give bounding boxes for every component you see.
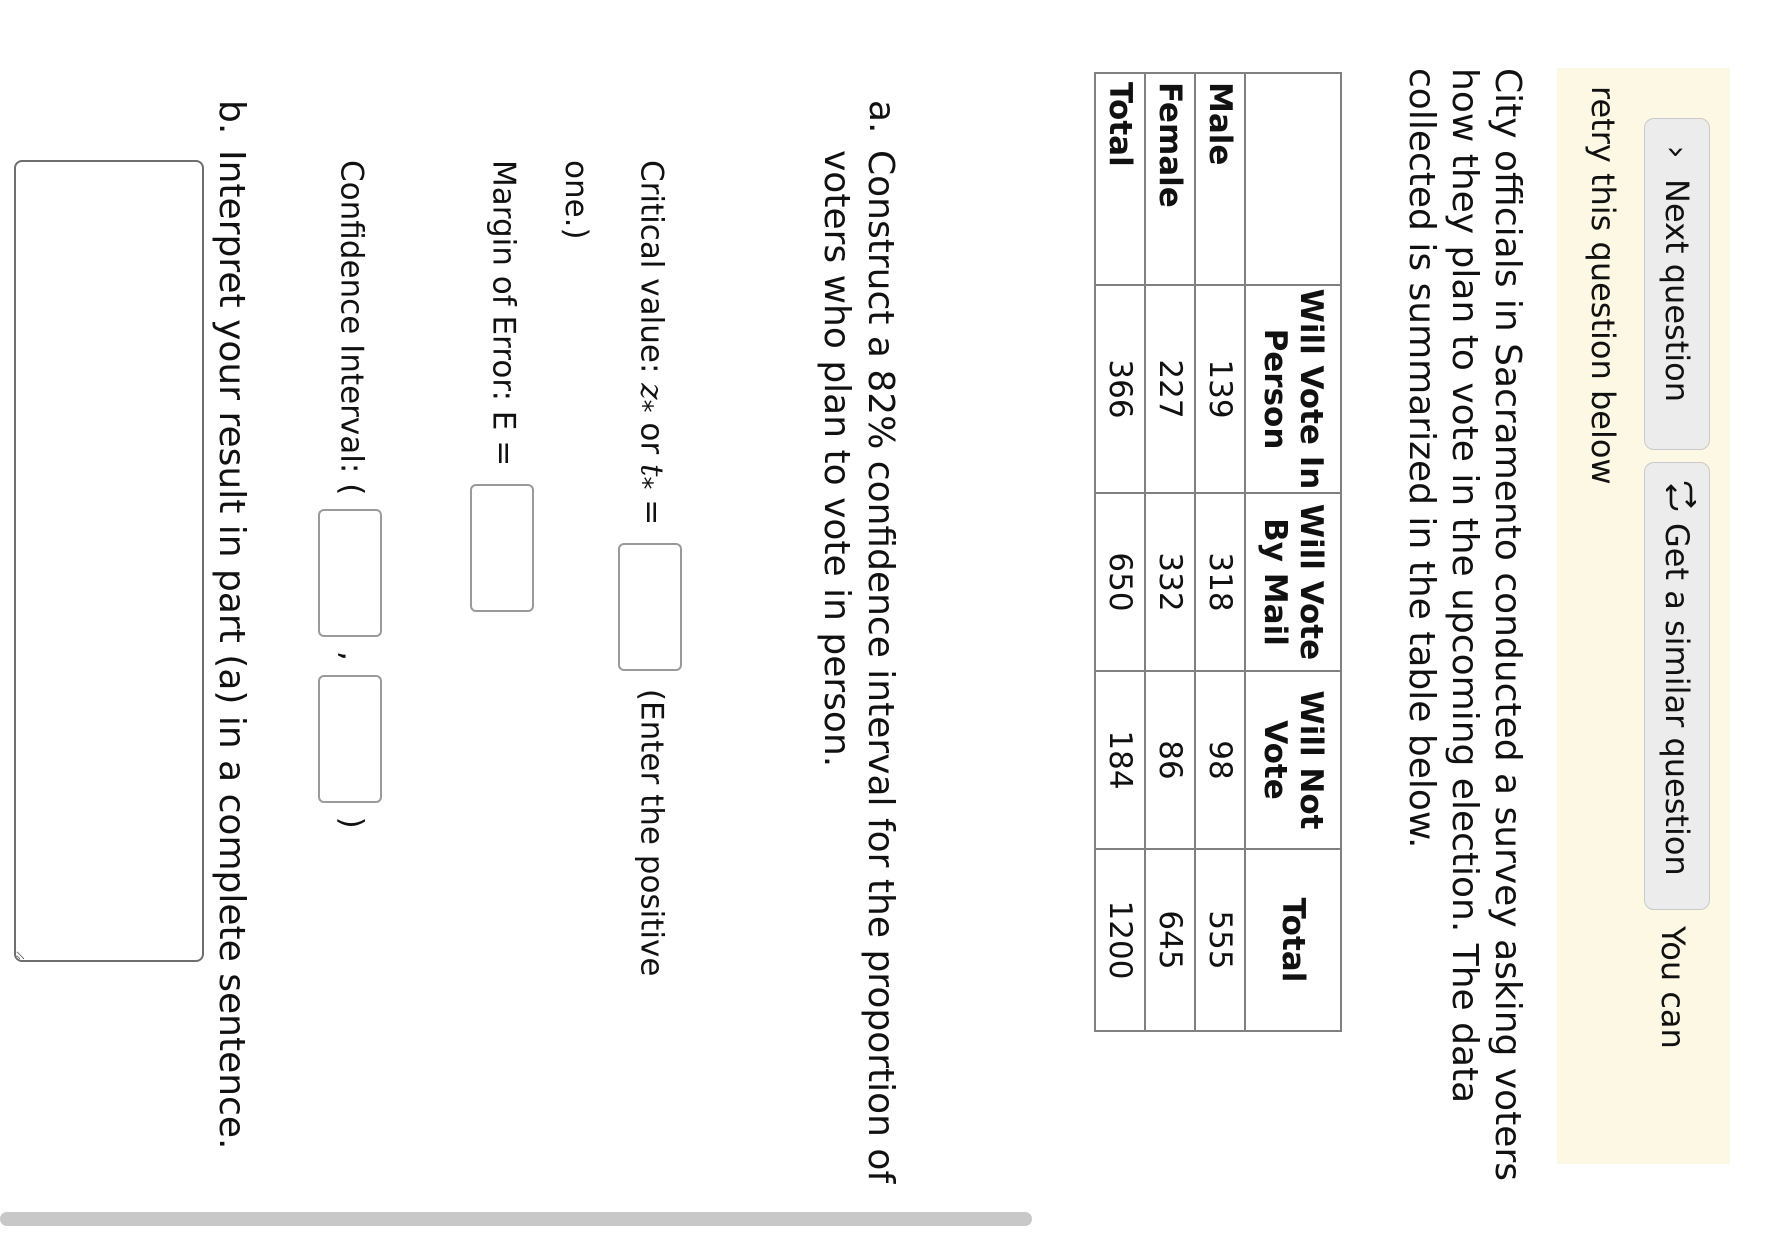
table-header-cell: Will Vote In Person [1245, 285, 1341, 493]
table-cell: 366 [1095, 285, 1145, 493]
row-label: Total [1095, 73, 1145, 285]
interpretation-textarea[interactable] [14, 160, 204, 962]
critical-value-label: Critical value: [633, 160, 670, 374]
survey-table [1094, 72, 1342, 1032]
ci-lower-input[interactable] [318, 509, 382, 637]
similar-question-button[interactable] [1644, 462, 1710, 910]
table-cell: 184 [1095, 671, 1145, 849]
or-text: or [633, 422, 670, 455]
table-header-cell [1245, 73, 1341, 285]
table-cell: 98 [1195, 671, 1245, 849]
chevron-right-icon: › [1658, 145, 1696, 159]
part-b-label: b. [211, 100, 252, 135]
z-star: * [627, 399, 658, 413]
table-row [1095, 73, 1145, 1031]
scrollbar[interactable] [0, 1212, 1032, 1226]
confidence-interval-label: Confidence Interval: [333, 160, 370, 474]
ci-close-paren: ) [333, 816, 370, 829]
table-header-cell: Total [1245, 849, 1341, 1031]
next-question-button[interactable] [1644, 118, 1710, 450]
table-cell: 139 [1195, 285, 1245, 493]
ci-open-paren: ( [333, 483, 370, 496]
ci-comma: , [333, 651, 370, 661]
table-cell: 555 [1195, 849, 1245, 1031]
critical-value-hint: (Enter the positive [633, 688, 670, 977]
row-label: Male [1195, 73, 1245, 285]
critical-value-input[interactable] [618, 543, 682, 671]
similar-question-label: Get a similar question [1658, 523, 1696, 876]
table-row [1145, 73, 1195, 1031]
margin-of-error-label: Margin of Error: E = [485, 160, 522, 467]
ci-upper-input[interactable] [318, 675, 382, 803]
t-symbol: t [633, 463, 670, 477]
part-b-prompt: Interpret your result in part (a) in a complete sentence. [211, 150, 252, 1150]
margin-of-error-input[interactable] [470, 484, 534, 612]
table-cell: 1200 [1095, 849, 1145, 1031]
part-a-prompt: Construct a 82% confidence interval for the proportion of voters who plan to vote in person. [816, 150, 901, 1184]
banner-text-tail: You can [1654, 926, 1692, 1049]
table-header-cell: Will Vote By Mail [1245, 493, 1341, 671]
t-star: * [627, 476, 658, 490]
table-header-row [1245, 73, 1341, 1031]
retry-icon [1658, 477, 1696, 515]
critical-value-row [618, 160, 682, 976]
table-row [1195, 73, 1245, 1031]
critical-value-hint-cont: one.) [558, 160, 594, 240]
table-cell: 318 [1195, 493, 1245, 671]
banner-text-line2: retry this question below [1584, 86, 1622, 485]
z-symbol: z [633, 383, 670, 400]
part-a-label: a. [861, 100, 902, 134]
table-cell: 227 [1145, 285, 1195, 493]
margin-of-error-row [470, 160, 534, 612]
table-cell: 332 [1145, 493, 1195, 671]
confidence-interval-row [318, 160, 382, 829]
question-intro: City officials in Sacramento conducted a survey asking voters how they plan to vote in the upcoming election. The data collected is summarized in the table below. [1401, 68, 1528, 1181]
next-question-label: Next question [1658, 179, 1696, 402]
retry-banner [1557, 68, 1730, 1164]
equals-sign: = [633, 499, 670, 526]
row-label: Female [1145, 73, 1195, 285]
table-cell: 650 [1095, 493, 1145, 671]
table-header-cell: Will Not Vote [1245, 671, 1341, 849]
table-cell: 645 [1145, 849, 1195, 1031]
table-cell: 86 [1145, 671, 1195, 849]
